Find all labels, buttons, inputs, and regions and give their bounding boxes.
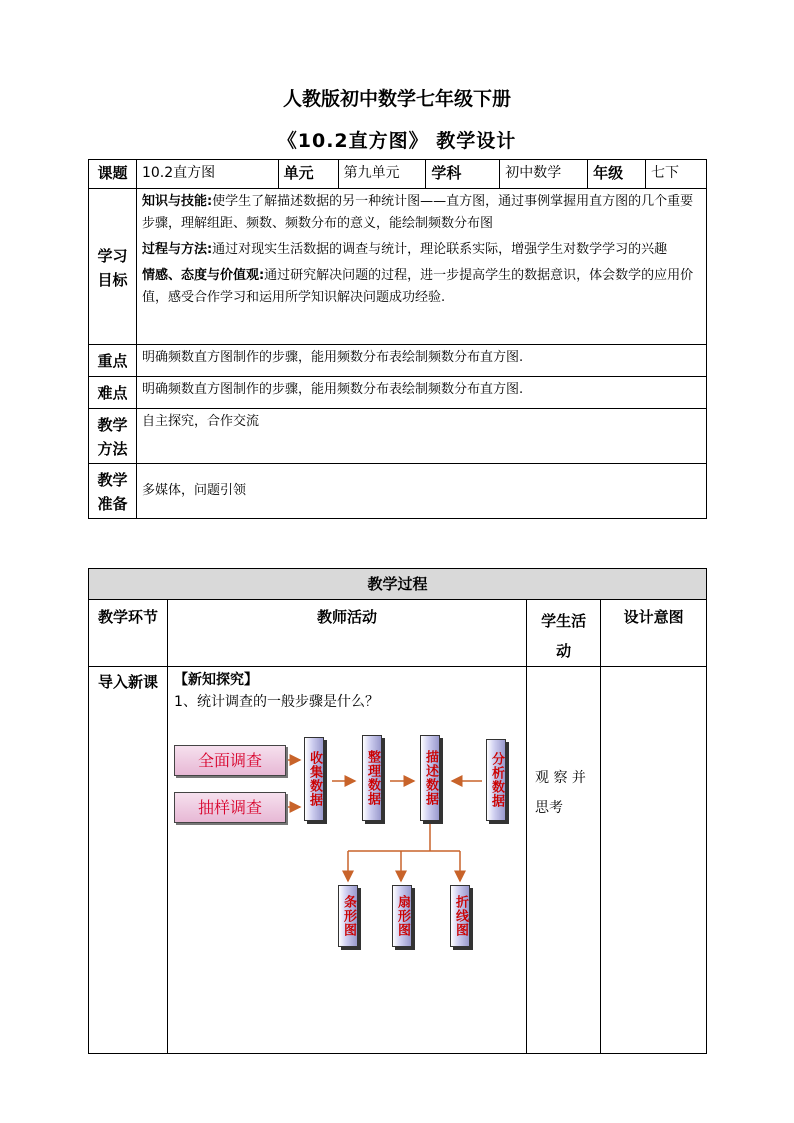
- full-survey-box: 全面调查: [174, 745, 286, 776]
- process-header-row: [89, 600, 707, 667]
- col-stage-header: 教学环节: [89, 600, 168, 667]
- describe-data-step: 描述数据: [420, 735, 440, 821]
- difficulty-label: 难点: [89, 377, 137, 409]
- process-title-row: [89, 569, 707, 600]
- document-subtitle: 《10.2直方图》 教学设计: [277, 130, 517, 152]
- objectives-content: [136, 189, 706, 345]
- knowledge-heading: 知识与技能:: [141, 194, 213, 209]
- col-student-header: [527, 600, 601, 667]
- topic-label: 课题: [89, 160, 137, 189]
- info-row-key-point: [89, 345, 707, 377]
- teaching-process-table: [88, 568, 707, 1054]
- teacher-activity-cell: [168, 667, 527, 1054]
- grade-value: 七下: [646, 160, 707, 189]
- topic-value: 10.2直方图: [136, 160, 278, 189]
- statistics-steps-diagram: [172, 735, 522, 980]
- unit-label: 单元: [278, 160, 338, 189]
- subject-value: 初中数学: [500, 160, 588, 189]
- process-text: 通过对现实生活数据的调查与统计，理论联系实际，增强学生对数学学习的兴趣: [212, 242, 668, 257]
- prep-label-line2: 准备: [97, 495, 128, 513]
- difficulty-text: 明确频数直方图制作的步骤，能用频数分布表绘制频数分布直方图.: [136, 377, 706, 409]
- col-intent-header: 设计意图: [601, 600, 707, 667]
- col-student-header-line1: 学生活: [541, 612, 587, 630]
- unit-value: 第九单元: [338, 160, 426, 189]
- document-title: 人教版初中数学七年级下册: [282, 88, 511, 110]
- stage-intro: 导入新课: [89, 667, 168, 1054]
- emotion-text: 通过研究解决问题的过程，进一步提高学生的数据意识，体会数学的应用价值，感受合作学习和运用所学知识解决问题成功经验.: [141, 268, 694, 305]
- info-row-objectives: [89, 189, 707, 345]
- student-activity-cell: [527, 667, 601, 1054]
- line-chart-box: 折线图: [450, 885, 470, 947]
- subject-label: 学科: [426, 160, 500, 189]
- bar-chart-box: 条形图: [338, 885, 358, 947]
- info-row-topic: [89, 160, 707, 189]
- design-intent-cell: [601, 667, 707, 1054]
- question-text: 1、统计调查的一般步骤是什么？: [174, 694, 379, 710]
- knowledge-text: 使学生了解描述数据的另一种统计图——直方图，通过事例掌握用直方图的几个重要步骤，理解组距、频数、频数分布的意义，能绘制频数分布图: [141, 194, 694, 231]
- method-label-line1: 教学: [97, 416, 128, 434]
- objectives-label-line2: 目标: [97, 270, 128, 289]
- method-label-line2: 方法: [97, 440, 128, 458]
- analyze-data-step: 分析数据: [486, 739, 506, 821]
- prep-text: 多媒体，问题引领: [136, 464, 706, 519]
- process-row-intro: [89, 667, 707, 1054]
- key-point-label: 重点: [89, 345, 137, 377]
- method-text: 自主探究，合作交流: [136, 409, 706, 464]
- student-activity-line1: 观 察 并: [535, 770, 586, 786]
- info-row-difficulty: [89, 377, 707, 409]
- col-teacher-header: 教师活动: [168, 600, 527, 667]
- objectives-label-line1: 学习: [97, 246, 128, 265]
- key-point-text: 明确频数直方图制作的步骤，能用频数分布表绘制频数分布直方图.: [136, 345, 706, 377]
- info-row-method: [89, 409, 707, 464]
- info-row-prep: [89, 464, 707, 519]
- col-student-header-line2: 动: [556, 642, 572, 660]
- grade-label: 年级: [588, 160, 646, 189]
- process-heading: 过程与方法:: [141, 242, 213, 257]
- emotion-heading: 情感、态度与价值观:: [141, 268, 265, 283]
- prep-label-line1: 教学: [97, 471, 128, 489]
- method-label: [89, 409, 137, 464]
- student-activity-line2: 思考: [535, 800, 564, 816]
- organize-data-step: 整理数据: [362, 735, 382, 821]
- lesson-info-table: [88, 159, 707, 519]
- sample-survey-box: 抽样调查: [174, 792, 286, 823]
- pie-chart-box: 扇形图: [392, 885, 412, 947]
- objectives-label: [89, 189, 137, 345]
- prep-label: [89, 464, 137, 519]
- section-heading: 【新知探究】: [174, 672, 259, 688]
- process-title: 教学过程: [89, 569, 707, 600]
- collect-data-step: 收集数据: [304, 737, 324, 821]
